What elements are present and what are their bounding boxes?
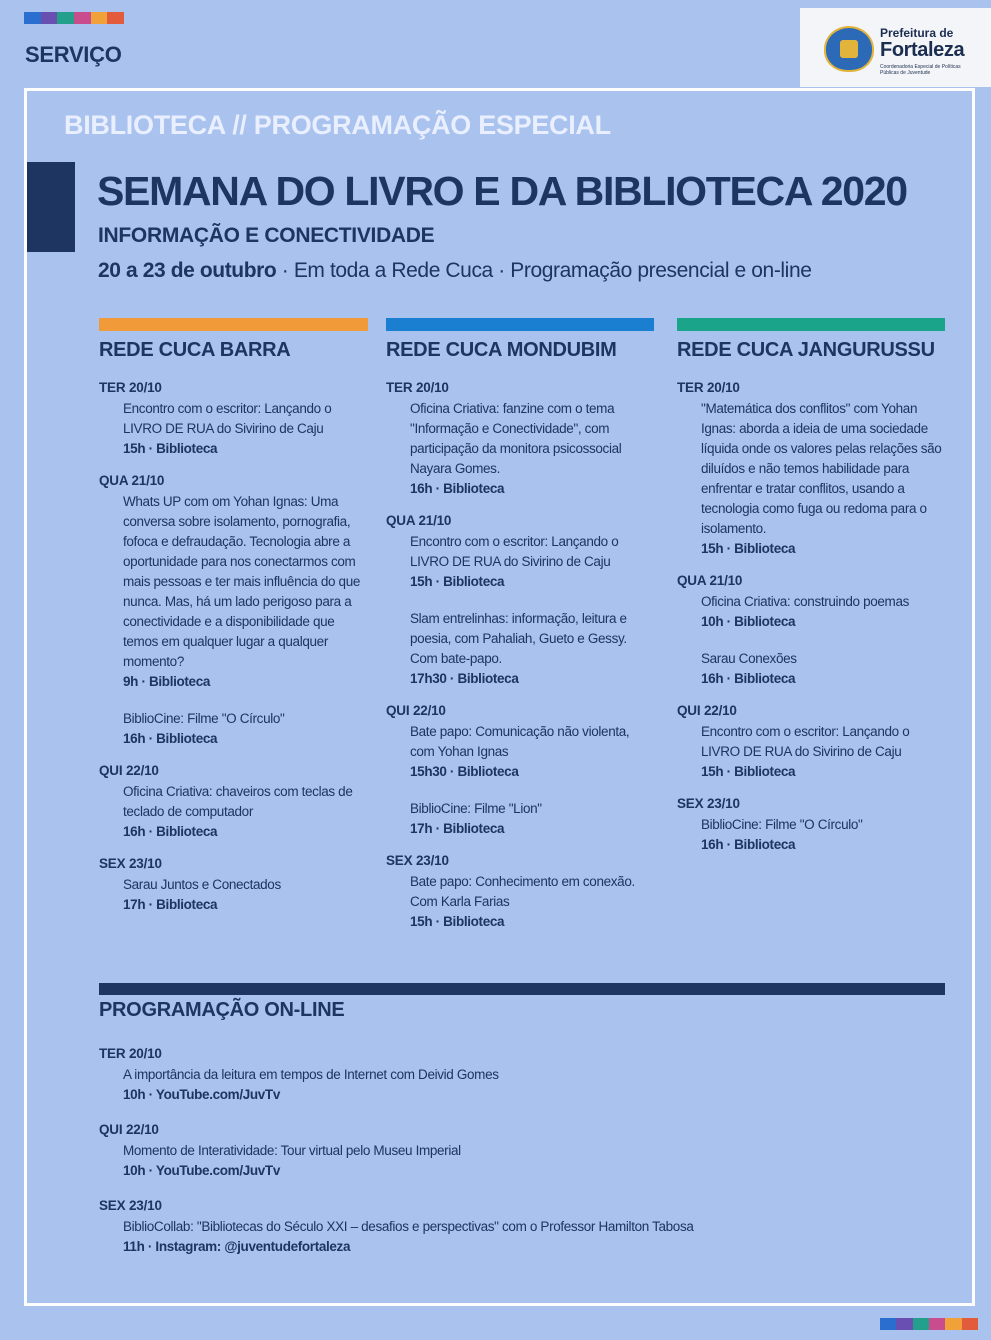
dateline-details: · Em toda a Rede Cuca · Programação presencial e on-line xyxy=(276,259,812,282)
day-label: SEX 23/10 xyxy=(677,796,740,811)
online-section-bar xyxy=(99,983,945,995)
column-title: REDE CUCA JANGURUSSU xyxy=(677,339,935,361)
schedule-list xyxy=(99,380,368,915)
event-time: 15h · Biblioteca xyxy=(701,764,796,779)
section-label: SERVIÇO xyxy=(25,42,122,67)
event-desc: Sarau Conexões xyxy=(701,651,797,666)
event xyxy=(123,1141,945,1181)
title-accent-bar xyxy=(27,162,75,252)
day-label: QUA 21/10 xyxy=(99,473,165,488)
logo-line-3: Coordenadoria Especial de Políticas Públicas de Juventude xyxy=(880,64,961,76)
online-section-title: PROGRAMAÇÃO ON-LINE xyxy=(99,999,345,1021)
event xyxy=(123,709,368,749)
online-day xyxy=(99,1198,945,1257)
event-time: 10h · YouTube.com/JuvTv xyxy=(123,1087,280,1102)
event-time: 15h · Biblioteca xyxy=(410,914,505,929)
day-label: QUA 21/10 xyxy=(386,513,452,528)
event xyxy=(410,799,654,839)
event-time: 15h · Biblioteca xyxy=(410,574,505,589)
dateline xyxy=(98,259,812,283)
event-desc: Momento de Interatividade: Tour virtual pelo Museu Imperial xyxy=(123,1143,461,1158)
event xyxy=(701,815,945,855)
online-day xyxy=(99,1046,945,1105)
column-cuca-barra xyxy=(99,318,368,915)
online-day xyxy=(99,1122,945,1181)
event-desc: BiblioCollab: "Bibliotecas do Século XXI – desafios e perspectivas" com o Professor Hamilton Tabosa xyxy=(123,1219,694,1234)
column-color-bar xyxy=(386,318,654,331)
event-desc: Encontro com o escritor: Lançando o LIVRO DE RUA do Sivirino de Caju xyxy=(701,724,910,759)
event xyxy=(410,722,654,782)
event-desc: Sarau Juntos e Conectados xyxy=(123,877,281,892)
column-cuca-jangurussu xyxy=(677,318,945,855)
event-time: 16h · Biblioteca xyxy=(701,671,796,686)
event-time: 10h · YouTube.com/JuvTv xyxy=(123,1163,280,1178)
event xyxy=(701,592,945,632)
day-label: TER 20/10 xyxy=(386,380,449,395)
event-desc: "Matemática dos conflitos" com Yohan Ignas: aborda a ideia de uma sociedade líquida onde os valores pelas relações são diluídos e não temos habilidade para enfrentar e tratar conflitos, usando a tecnologia como fuga ou redoma para o isolamento. xyxy=(701,401,942,536)
day-label: TER 20/10 xyxy=(99,1046,162,1061)
event xyxy=(123,875,368,915)
event-time: 16h · Biblioteca xyxy=(410,481,505,496)
event-time: 11h · Instagram: @juventudefortaleza xyxy=(123,1239,351,1254)
event-time: 16h · Biblioteca xyxy=(123,824,218,839)
day-label: QUI 22/10 xyxy=(99,763,159,778)
event-desc: Oficina Criativa: fanzine com o tema "Informação e Conectividade", com participação da monitora psicossocial Nayara Gomes. xyxy=(410,401,622,476)
event-desc: BiblioCine: Filme "O Círculo" xyxy=(123,711,285,726)
dateline-dates: 20 a 23 de outubro xyxy=(98,259,277,282)
logo-line-2: Fortaleza xyxy=(880,39,965,61)
column-color-bar xyxy=(677,318,945,331)
event-desc: Bate papo: Comunicação não violenta, com Yohan Ignas xyxy=(410,724,630,759)
day-label: TER 20/10 xyxy=(99,380,162,395)
event-time: 16h · Biblioteca xyxy=(123,731,218,746)
event-time: 15h · Biblioteca xyxy=(701,541,796,556)
event xyxy=(410,872,654,932)
event xyxy=(701,649,945,689)
day-label: SEX 23/10 xyxy=(99,856,162,871)
event-time: 15h30 · Biblioteca xyxy=(410,764,519,779)
column-cuca-mondubim xyxy=(386,318,654,932)
event-time: 10h · Biblioteca xyxy=(701,614,796,629)
event xyxy=(410,399,654,499)
column-title: REDE CUCA MONDUBIM xyxy=(386,339,617,361)
kicker: BIBLIOTECA // PROGRAMAÇÃO ESPECIAL xyxy=(64,110,611,140)
event xyxy=(123,782,368,842)
page-title: SEMANA DO LIVRO E DA BIBLIOTECA 2020 xyxy=(97,168,907,214)
column-title: REDE CUCA BARRA xyxy=(99,339,291,361)
day-label: SEX 23/10 xyxy=(386,853,449,868)
event-time: 17h · Biblioteca xyxy=(123,897,218,912)
event-time: 17h30 · Biblioteca xyxy=(410,671,519,686)
schedule-list xyxy=(677,380,945,855)
color-stripe-bottom xyxy=(880,1318,978,1330)
day-label: QUI 22/10 xyxy=(99,1122,159,1137)
event xyxy=(123,399,368,459)
day-label: TER 20/10 xyxy=(677,380,740,395)
column-color-bar xyxy=(99,318,368,331)
event xyxy=(410,609,654,689)
color-stripe-top xyxy=(24,12,124,24)
event-desc: Oficina Criativa: chaveiros com teclas de teclado de computador xyxy=(123,784,353,819)
event xyxy=(123,1217,945,1257)
event xyxy=(123,492,368,692)
logo-line-1: Prefeitura de xyxy=(880,26,954,40)
prefeitura-logo xyxy=(800,8,991,87)
schedule-list xyxy=(386,380,654,932)
online-schedule xyxy=(99,1046,945,1257)
city-crest-icon xyxy=(824,26,874,72)
event-desc: A importância da leitura em tempos de Internet com Deivid Gomes xyxy=(123,1067,499,1082)
event-desc: Encontro com o escritor: Lançando o LIVRO DE RUA do Sivirino de Caju xyxy=(123,401,332,436)
day-label: SEX 23/10 xyxy=(99,1198,162,1213)
event-desc: Oficina Criativa: construindo poemas xyxy=(701,594,910,609)
event-desc: BiblioCine: Filme "Lion" xyxy=(410,801,542,816)
event-desc: Bate papo: Conhecimento em conexão. Com Karla Farias xyxy=(410,874,635,909)
page-subtitle: INFORMAÇÃO E CONECTIVIDADE xyxy=(98,224,435,247)
event xyxy=(701,399,945,559)
event xyxy=(123,1065,945,1105)
event-time: 9h · Biblioteca xyxy=(123,674,211,689)
event-desc: Whats UP com om Yohan Ignas: Uma conversa sobre isolamento, pornografia, fofoca e defraudação. Tecnologia abre a oportunidade para nos conectarmos com mais pessoas e ter mais influência do que nunca. Mas, há um lado perigoso para a conectividade e a disponibilidade que temos em qualquer lugar a qualquer momento? xyxy=(123,494,361,669)
event-desc: Slam entrelinhas: informação, leitura e poesia, com Pahaliah, Gueto e Gessy. Com bate-papo. xyxy=(410,611,627,666)
event xyxy=(410,532,654,592)
event-desc: Encontro com o escritor: Lançando o LIVRO DE RUA do Sivirino de Caju xyxy=(410,534,619,569)
event-time: 17h · Biblioteca xyxy=(410,821,505,836)
day-label: QUA 21/10 xyxy=(677,573,743,588)
event-time: 16h · Biblioteca xyxy=(701,837,796,852)
event xyxy=(701,722,945,782)
event-time: 15h · Biblioteca xyxy=(123,441,218,456)
day-label: QUI 22/10 xyxy=(677,703,737,718)
event-desc: BiblioCine: Filme "O Círculo" xyxy=(701,817,863,832)
day-label: QUI 22/10 xyxy=(386,703,446,718)
